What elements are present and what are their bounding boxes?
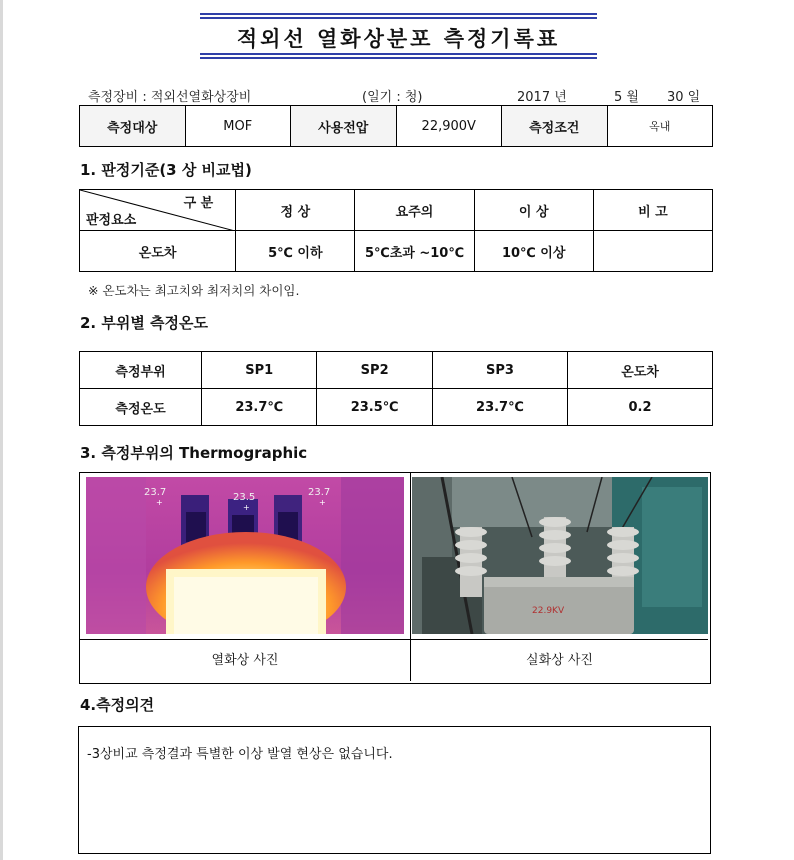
temp-header: SP2 — [317, 352, 432, 389]
spot-marker-icon: + — [243, 503, 250, 512]
section2-heading: 2. 부위별 측정온도 — [80, 314, 209, 332]
document-title — [200, 13, 597, 59]
criteria-note: ※ 온도차는 최고치와 최저치의 차이임. — [88, 283, 300, 298]
condition-value: 옥내 — [607, 106, 713, 147]
equipment-text: 측정장비 : 적외선열화상장비 — [88, 90, 252, 105]
spot-label: 23.7 — [144, 487, 167, 498]
temp-cell: 23.5℃ — [317, 389, 432, 426]
criteria-header: 이 상 — [474, 190, 593, 231]
opinion-text: -3상비교 측정결과 특별한 이상 발열 현상은 없습니다. — [87, 747, 393, 762]
criteria-header: 요주의 — [355, 190, 474, 231]
opinion-box — [78, 726, 711, 854]
temp-header: SP1 — [202, 352, 317, 389]
real-caption: 실화상 사진 — [526, 653, 593, 668]
temp-header-label: 측정부위 — [80, 352, 202, 389]
target-label: 측정대상 — [80, 106, 186, 147]
temp-row-label: 측정온도 — [80, 389, 202, 426]
section1-heading: 1. 판정기준(3 상 비교법) — [80, 161, 252, 179]
criteria-cell — [593, 231, 712, 272]
section4-heading: 4.측정의견 — [80, 696, 155, 714]
info-table — [79, 105, 713, 147]
corner-cell — [80, 190, 236, 231]
criteria-table — [79, 189, 713, 272]
criteria-row-label: 온도차 — [80, 231, 236, 272]
corner-top-label: 구 분 — [183, 196, 214, 211]
spot-label: 23.5 — [233, 492, 256, 503]
temperature-table — [79, 351, 713, 426]
criteria-cell: 5℃ 이하 — [236, 231, 355, 272]
year-text: 2017 년 — [517, 90, 567, 105]
temp-cell: 23.7℃ — [432, 389, 567, 426]
voltage-label: 사용전압 — [291, 106, 397, 147]
thermal-caption: 열화상 사진 — [211, 653, 279, 668]
criteria-header: 정 상 — [236, 190, 355, 231]
page-edge — [0, 0, 3, 860]
real-photo — [412, 477, 708, 634]
temp-cell: 0.2 — [568, 389, 713, 426]
spot-marker-icon: + — [156, 498, 163, 507]
photo-frame — [79, 472, 711, 684]
section3-heading: 3. 측정부위의 Thermographic — [80, 444, 308, 462]
criteria-header: 비 고 — [593, 190, 712, 231]
transformer-plate-text: 22.9KV — [532, 606, 565, 616]
day-text: 30 일 — [667, 90, 701, 105]
criteria-cell: 5℃초과 ~10℃ — [355, 231, 474, 272]
temp-cell: 23.7℃ — [202, 389, 317, 426]
corner-bottom-label: 판정요소 — [86, 213, 137, 228]
title-text: 적외선 열화상분포 측정기록표 — [236, 27, 561, 51]
spot-label: 23.7 — [308, 487, 331, 498]
thermal-image — [86, 477, 404, 634]
temp-header: 온도차 — [568, 352, 713, 389]
criteria-cell: 10℃ 이상 — [474, 231, 593, 272]
target-value: MOF — [185, 106, 291, 147]
weather-text: (일기 : 청) — [362, 90, 423, 105]
caption-divider — [80, 639, 708, 640]
spot-marker-icon: + — [319, 498, 326, 507]
month-text: 5 월 — [614, 90, 639, 105]
condition-label: 측정조건 — [502, 106, 608, 147]
temp-header: SP3 — [432, 352, 567, 389]
voltage-value: 22,900V — [396, 106, 502, 147]
